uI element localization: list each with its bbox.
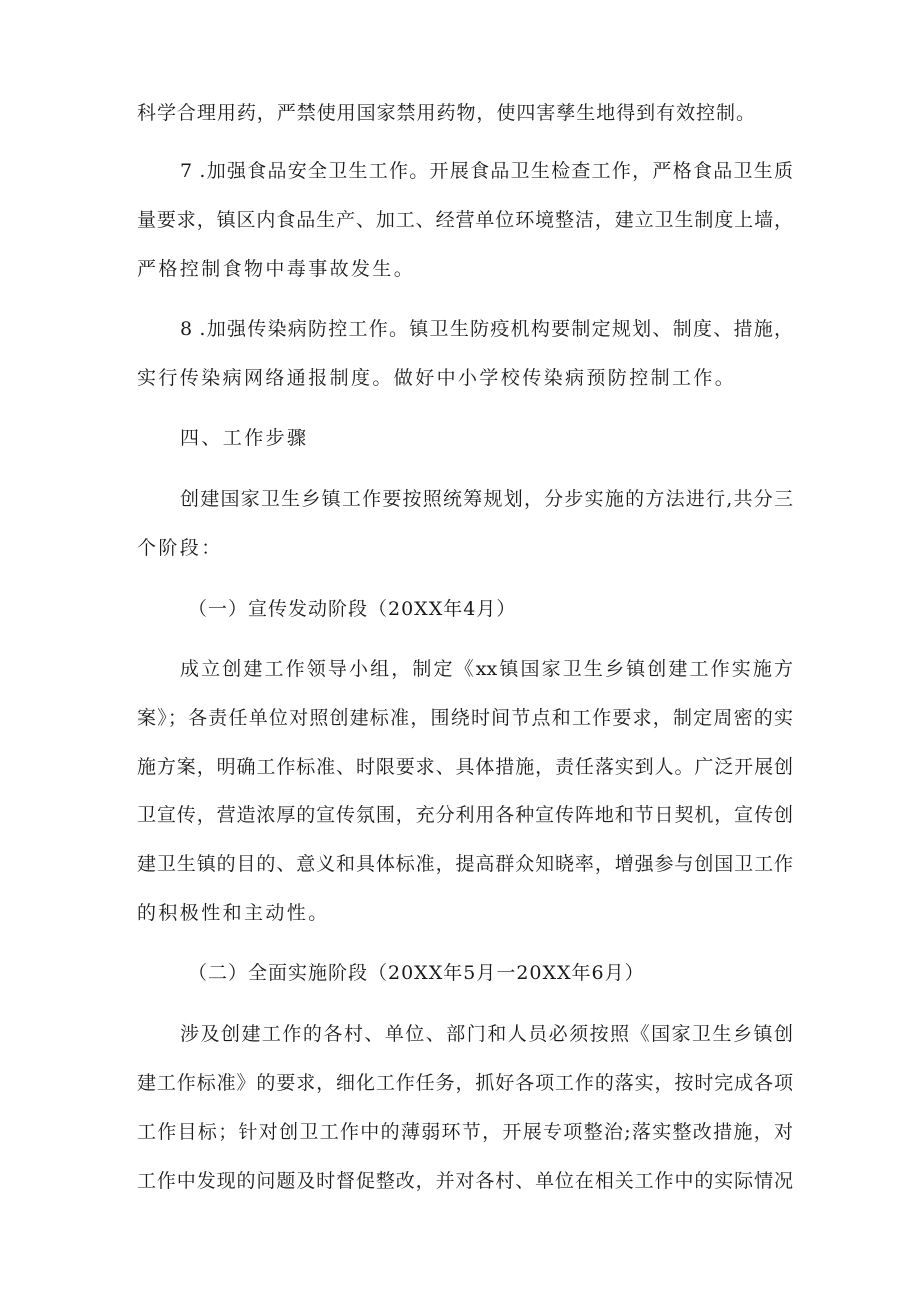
- text-line: 案》；各责任单位对照创建标准，围绕时间节点和工作要求，制定周密的实: [137, 707, 793, 729]
- text-line: 建工作标准》的要求，细化工作任务，抓好各项工作的落实，按时完成各项: [137, 1072, 793, 1094]
- text-line: 实行传染病网络通报制度。做好中小学校传染病预防控制工作。: [137, 367, 737, 389]
- text-line: 卫宣传，营造浓厚的宣传氛围，充分利用各种宣传阵地和节日契机，宣传创: [137, 804, 793, 826]
- text-line: 施方案，明确工作标准、时限要求、具体措施，责任落实到人。广泛开展创: [137, 756, 793, 778]
- text-line: 个阶段：: [137, 537, 223, 559]
- text-line: 的积极性和主动性。: [137, 902, 330, 924]
- text-line: 量要求，镇区内食品生产、加工、经营单位环境整洁，建立卫生制度上墙，: [137, 209, 793, 231]
- subsection-heading: （二）全面实施阶段（20XX年5月一20XX年6月）: [188, 962, 645, 984]
- text-line: 成立创建工作领导小组，制定《xx镇国家卫生乡镇创建工作实施方: [180, 658, 793, 680]
- text-line: 建卫生镇的目的、意义和具体标准，提高群众知晓率，增强参与创国卫工作: [137, 853, 793, 875]
- text-line: 科学合理用药，严禁使用国家禁用药物，使四害孳生地得到有效控制。: [137, 102, 755, 124]
- text-line: 涉及创建工作的各村、单位、部门和人员必须按照《国家卫生乡镇创: [180, 1023, 793, 1045]
- section-heading: 四、工作步骤: [180, 427, 309, 449]
- text-line: 8 .加强传染病防控工作。镇卫生防疫机构要制定规划、制度、措施，: [180, 318, 793, 340]
- text-line: 工作目标；针对创卫工作中的薄弱环节，开展专项整治;落实整改措施，对: [137, 1121, 793, 1143]
- subsection-heading: （一）宣传发动阶段（20XX年4月）: [188, 598, 517, 620]
- text-line: 7 .加强食品安全卫生工作。开展食品卫生检查工作，严格食品卫生质: [180, 160, 793, 182]
- text-line: 严格控制食物中毒事故发生。: [137, 258, 416, 280]
- text-line: 工作中发现的问题及时督促整改，并对各村、单位在相关工作中的实际情况: [137, 1170, 793, 1192]
- text-line: 创建国家卫生乡镇工作要按照统筹规划，分步实施的方法进行,共分三: [180, 488, 793, 510]
